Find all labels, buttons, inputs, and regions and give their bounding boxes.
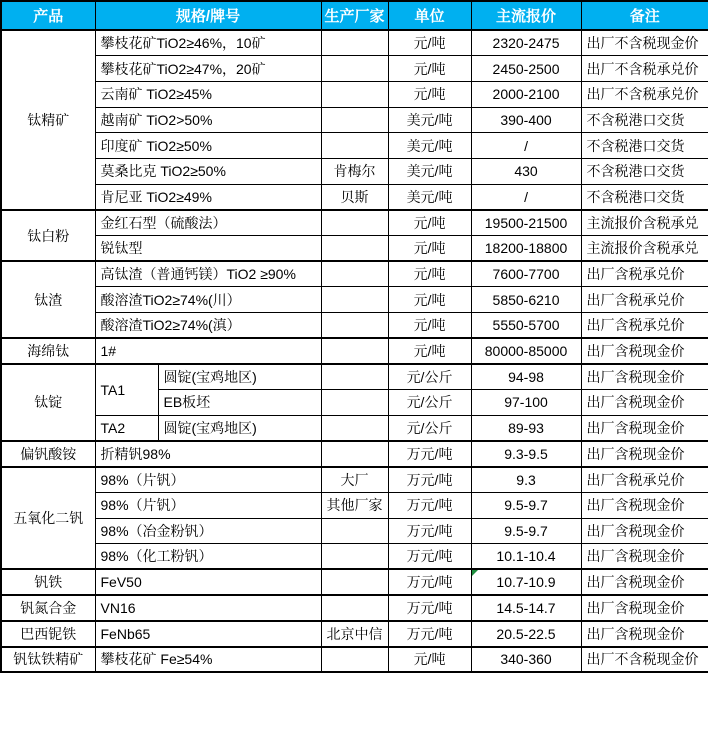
note-cell: 出厂含税承兑价 — [581, 261, 708, 287]
product-cell: 钒钛铁精矿 — [1, 647, 95, 673]
spec-cell: 锐钛型 — [95, 236, 321, 262]
table-row — [1, 313, 708, 339]
spec-cell: 攀枝花矿 Fe≥54% — [95, 647, 321, 673]
price-cell: 80000-85000 — [471, 338, 581, 364]
col-header-note: 备注 — [581, 1, 708, 30]
note-cell: 出厂含税承兑价 — [581, 467, 708, 493]
note-cell: 出厂含税现金价 — [581, 441, 708, 467]
price-cell: / — [471, 184, 581, 210]
note-cell: 出厂含税承兑价 — [581, 287, 708, 313]
manufacturer-cell: 北京中信 — [321, 621, 388, 647]
note-cell: 出厂不含税承兑价 — [581, 81, 708, 107]
unit-cell: 元/吨 — [388, 30, 471, 56]
manufacturer-cell — [321, 81, 388, 107]
unit-cell: 元/公斤 — [388, 415, 471, 441]
unit-cell: 万元/吨 — [388, 544, 471, 570]
unit-cell: 美元/吨 — [388, 158, 471, 184]
price-cell: 9.5-9.7 — [471, 518, 581, 544]
col-header-product: 产品 — [1, 1, 95, 30]
table-row — [1, 81, 708, 107]
unit-cell: 元/公斤 — [388, 364, 471, 390]
spec-cell: 98%（化工粉钒） — [95, 544, 321, 570]
table-row — [1, 210, 708, 236]
comment-flag-icon — [472, 570, 478, 576]
price-cell: 9.5-9.7 — [471, 492, 581, 518]
table-row — [1, 647, 708, 673]
table-row — [1, 492, 708, 518]
grade-cell: TA2 — [95, 415, 158, 441]
price-cell: 430 — [471, 158, 581, 184]
manufacturer-cell — [321, 30, 388, 56]
spec-cell: 酸溶渣TiO2≥74%(川） — [95, 287, 321, 313]
header-row — [1, 1, 708, 30]
note-cell: 出厂含税现金价 — [581, 390, 708, 416]
product-cell: 钛白粉 — [1, 210, 95, 261]
manufacturer-cell — [321, 390, 388, 416]
table-row — [1, 287, 708, 313]
unit-cell: 万元/吨 — [388, 518, 471, 544]
note-cell: 出厂含税现金价 — [581, 569, 708, 595]
price-cell: 5550-5700 — [471, 313, 581, 339]
note-cell: 出厂不含税现金价 — [581, 30, 708, 56]
unit-cell: 元/吨 — [388, 56, 471, 82]
manufacturer-cell — [321, 210, 388, 236]
manufacturer-cell — [321, 544, 388, 570]
price-cell: 20.5-22.5 — [471, 621, 581, 647]
manufacturer-cell: 肯梅尔 — [321, 158, 388, 184]
table-row — [1, 30, 708, 56]
note-cell: 出厂不含税现金价 — [581, 647, 708, 673]
price-cell: 89-93 — [471, 415, 581, 441]
note-cell: 出厂含税现金价 — [581, 518, 708, 544]
note-cell: 主流报价含税承兑 — [581, 236, 708, 262]
table-row — [1, 261, 708, 287]
spec-cell: 印度矿 TiO2≥50% — [95, 133, 321, 159]
unit-cell: 万元/吨 — [388, 492, 471, 518]
manufacturer-cell — [321, 415, 388, 441]
price-cell: 9.3-9.5 — [471, 441, 581, 467]
manufacturer-cell — [321, 313, 388, 339]
note-cell: 出厂含税承兑价 — [581, 313, 708, 339]
price-cell: 19500-21500 — [471, 210, 581, 236]
unit-cell: 万元/吨 — [388, 569, 471, 595]
manufacturer-cell — [321, 261, 388, 287]
spec-cell: 金红石型（硫酸法） — [95, 210, 321, 236]
manufacturer-cell — [321, 338, 388, 364]
note-cell: 出厂含税现金价 — [581, 338, 708, 364]
note-cell: 出厂含税现金价 — [581, 621, 708, 647]
unit-cell: 万元/吨 — [388, 595, 471, 621]
spec-cell: 圆锭(宝鸡地区) — [158, 415, 321, 441]
col-header-price: 主流报价 — [471, 1, 581, 30]
table-row — [1, 467, 708, 493]
manufacturer-cell: 贝斯 — [321, 184, 388, 210]
spec-cell: 折精钒98% — [95, 441, 321, 467]
spec-cell: 高钛渣（普通钙镁）TiO2 ≥90% — [95, 261, 321, 287]
product-cell: 钛渣 — [1, 261, 95, 338]
table-row — [1, 236, 708, 262]
note-cell: 不含税港口交货 — [581, 133, 708, 159]
note-cell: 出厂含税现金价 — [581, 364, 708, 390]
price-cell: 94-98 — [471, 364, 581, 390]
price-cell: 10.1-10.4 — [471, 544, 581, 570]
table-row — [1, 184, 708, 210]
spec-cell: FeV50 — [95, 569, 321, 595]
unit-cell: 万元/吨 — [388, 467, 471, 493]
table-row — [1, 107, 708, 133]
unit-cell: 元/吨 — [388, 338, 471, 364]
manufacturer-cell — [321, 364, 388, 390]
table-row — [1, 569, 708, 595]
spec-cell: 肯尼亚 TiO2≥49% — [95, 184, 321, 210]
manufacturer-cell — [321, 647, 388, 673]
spec-cell: 98%（片钒） — [95, 492, 321, 518]
spec-cell: 98%（冶金粉钒） — [95, 518, 321, 544]
table-body — [1, 30, 708, 672]
col-header-manufacturer: 生产厂家 — [321, 1, 388, 30]
product-cell: 钒铁 — [1, 569, 95, 595]
price-cell: 340-360 — [471, 647, 581, 673]
price-cell: 97-100 — [471, 390, 581, 416]
manufacturer-cell — [321, 56, 388, 82]
unit-cell: 元/吨 — [388, 287, 471, 313]
spec-cell: 莫桑比克 TiO2≥50% — [95, 158, 321, 184]
unit-cell: 美元/吨 — [388, 107, 471, 133]
price-cell: 390-400 — [471, 107, 581, 133]
note-cell: 不含税港口交货 — [581, 184, 708, 210]
product-cell: 钒氮合金 — [1, 595, 95, 621]
note-cell: 主流报价含税承兑 — [581, 210, 708, 236]
manufacturer-cell — [321, 236, 388, 262]
note-cell: 出厂含税现金价 — [581, 595, 708, 621]
spec-cell: 攀枝花矿TiO2≥47%，20矿 — [95, 56, 321, 82]
table-row — [1, 544, 708, 570]
note-cell: 不含税港口交货 — [581, 158, 708, 184]
manufacturer-cell — [321, 133, 388, 159]
table-row — [1, 441, 708, 467]
note-cell: 出厂不含税承兑价 — [581, 56, 708, 82]
table-row — [1, 621, 708, 647]
spec-cell: 云南矿 TiO2≥45% — [95, 81, 321, 107]
product-cell: 钛精矿 — [1, 30, 95, 210]
spec-cell: 攀枝花矿TiO2≥46%，10矿 — [95, 30, 321, 56]
manufacturer-cell — [321, 569, 388, 595]
price-cell: 10.7-10.9 — [471, 569, 581, 595]
spec-cell: 98%（片钒） — [95, 467, 321, 493]
grade-cell: TA1 — [95, 364, 158, 415]
note-cell: 不含税港口交货 — [581, 107, 708, 133]
product-cell: 偏钒酸铵 — [1, 441, 95, 467]
price-cell: 2450-2500 — [471, 56, 581, 82]
unit-cell: 元/公斤 — [388, 390, 471, 416]
price-cell: 9.3 — [471, 467, 581, 493]
price-cell: 2000-2100 — [471, 81, 581, 107]
unit-cell: 美元/吨 — [388, 184, 471, 210]
table-row — [1, 518, 708, 544]
col-header-unit: 单位 — [388, 1, 471, 30]
unit-cell: 元/吨 — [388, 210, 471, 236]
table-row — [1, 595, 708, 621]
unit-cell: 元/吨 — [388, 236, 471, 262]
spec-cell: VN16 — [95, 595, 321, 621]
unit-cell: 元/吨 — [388, 313, 471, 339]
unit-cell: 元/吨 — [388, 81, 471, 107]
table-row — [1, 364, 708, 390]
product-cell: 海绵钛 — [1, 338, 95, 364]
unit-cell: 万元/吨 — [388, 441, 471, 467]
product-cell: 五氧化二钒 — [1, 467, 95, 570]
table-row — [1, 415, 708, 441]
manufacturer-cell: 其他厂家 — [321, 492, 388, 518]
product-cell: 钛锭 — [1, 364, 95, 441]
unit-cell: 元/吨 — [388, 647, 471, 673]
price-cell: 2320-2475 — [471, 30, 581, 56]
price-cell: 7600-7700 — [471, 261, 581, 287]
unit-cell: 美元/吨 — [388, 133, 471, 159]
spec-cell: EB板坯 — [158, 390, 321, 416]
manufacturer-cell — [321, 595, 388, 621]
spec-cell: 酸溶渣TiO2≥74%(滇） — [95, 313, 321, 339]
note-cell: 出厂含税现金价 — [581, 415, 708, 441]
spec-cell: 圆锭(宝鸡地区) — [158, 364, 321, 390]
spec-cell: FeNb65 — [95, 621, 321, 647]
price-cell: 18200-18800 — [471, 236, 581, 262]
manufacturer-cell: 大厂 — [321, 467, 388, 493]
manufacturer-cell — [321, 518, 388, 544]
unit-cell: 万元/吨 — [388, 621, 471, 647]
price-cell: / — [471, 133, 581, 159]
price-cell: 14.5-14.7 — [471, 595, 581, 621]
manufacturer-cell — [321, 287, 388, 313]
price-cell: 5850-6210 — [471, 287, 581, 313]
table-row — [1, 158, 708, 184]
manufacturer-cell — [321, 441, 388, 467]
table-row — [1, 56, 708, 82]
note-cell: 出厂含税现金价 — [581, 492, 708, 518]
col-header-spec: 规格/牌号 — [95, 1, 321, 30]
table-row — [1, 133, 708, 159]
spec-cell: 越南矿 TiO2>50% — [95, 107, 321, 133]
table-row — [1, 338, 708, 364]
spec-cell: 1# — [95, 338, 321, 364]
unit-cell: 元/吨 — [388, 261, 471, 287]
product-cell: 巴西铌铁 — [1, 621, 95, 647]
note-cell: 出厂含税现金价 — [581, 544, 708, 570]
manufacturer-cell — [321, 107, 388, 133]
